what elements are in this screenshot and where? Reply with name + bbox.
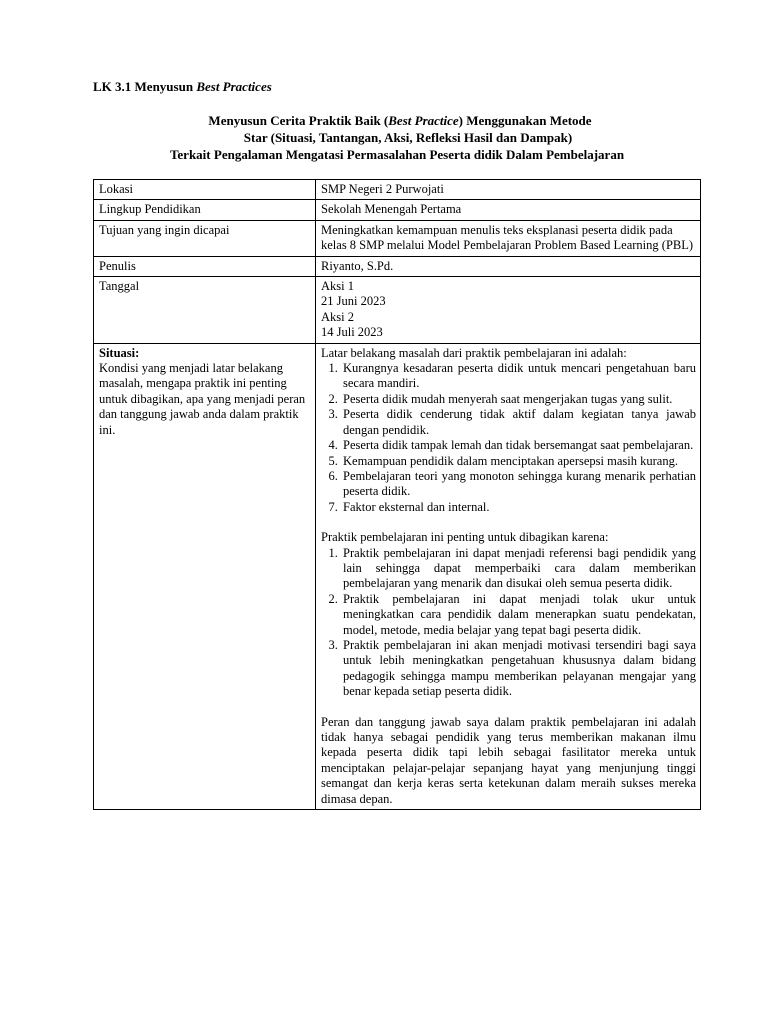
table-row-lokasi (94, 180, 701, 200)
tanggal-line: Aksi 1 (321, 279, 354, 294)
label-lokasi: Lokasi (94, 180, 316, 200)
value-lokasi: SMP Negeri 2 Purwojati (316, 180, 701, 200)
list-item: 7. Faktor eksternal dan internal. (341, 500, 696, 515)
tanggal-line: 14 Juli 2023 (321, 325, 383, 340)
value-penulis: Riyanto, S.Pd. (316, 256, 701, 276)
list-item: 1. Kurangnya kesadaran peserta didik untuk mencari pengetahuan baru secara mandiri. (341, 361, 696, 392)
title-line-2: Star (Situasi, Tantangan, Aksi, Refleksi Hasil dan Dampak) (243, 130, 573, 145)
situasi-intro-1: Latar belakang masalah dari praktik pembelajaran ini adalah: (321, 345, 627, 360)
situasi-list-1 (321, 361, 696, 515)
tanggal-line: Aksi 2 (321, 309, 354, 324)
value-situasi (316, 343, 701, 809)
value-lingkup: Sekolah Menengah Pertama (316, 200, 701, 220)
table-row-tujuan (94, 220, 701, 256)
doc-label-prefix: LK 3.1 Menyusun (93, 79, 197, 94)
list-item: 1. Praktik pembelajaran ini dapat menjadi referensi bagi pendidik yang lain sehingga dapat memperbaiki cara dalam memberikan pembelajaran yang menarik dan disukai oleh semua peserta didik. (341, 546, 696, 592)
situasi-description: Kondisi yang menjadi latar belakang masalah, mengapa praktik ini penting untuk dibagikan, apa yang menjadi peran dan tanggung jawab anda dalam praktik ini. (99, 361, 306, 437)
list-item: 2. Praktik pembelajaran ini dapat menjadi tolak ukur untuk meningkatkan cara pendidik dalam menerapkan suatu pendekatan, model, metode, media belajar yang tepat bagi peserta didik. (341, 592, 696, 638)
list-item: 2. Peserta didik mudah menyerah saat mengerjakan tugas yang sulit. (341, 392, 696, 407)
list-item: 5. Kemampuan pendidik dalam menciptakan apersepsi masih kurang. (341, 454, 696, 469)
list-item: 6. Pembelajaran teori yang monoton sehingga kurang menarik perhatian peserta didik. (341, 469, 696, 500)
spacer (321, 515, 696, 530)
document-title (93, 112, 701, 163)
label-penulis: Penulis (94, 256, 316, 276)
situasi-closing: Peran dan tanggung jawab saya dalam praktik pembelajaran ini adalah tidak hanya sebagai pendidik yang terus memberikan makanan ilmu kepada peserta didik tapi lebih sebagai fasilitator mereka untuk menciptakan pelajar-pelajar sepanjang hayat yang menjunjung tinggi semangat dan kerja keras serta ketekunan dalam meraih sukses mereka dimasa depan. (321, 714, 696, 806)
document-label (93, 78, 701, 95)
list-item: 3. Peserta didik cenderung tidak aktif dalam kegiatan tanya jawab dengan pendidik. (341, 407, 696, 438)
label-situasi (94, 343, 316, 809)
spacer (321, 700, 696, 715)
title-line-1: Menyusun Cerita Praktik Baik (Best Practice) Menggunakan Metode (208, 113, 592, 128)
situasi-heading: Situasi: (99, 345, 140, 360)
list-item: 3. Praktik pembelajaran ini akan menjadi motivasi tersendiri bagi saya untuk lebih meningkatkan pengetahuan khususnya dalam bidang pedagogik sehingga mampu memberikan pelayanan mengajar yang benar kepada setiap peserta didik. (341, 638, 696, 700)
situasi-list-2 (321, 546, 696, 700)
label-lingkup: Lingkup Pendidikan (94, 200, 316, 220)
table-row-lingkup (94, 200, 701, 220)
table-row-penulis (94, 256, 701, 276)
value-tanggal (316, 277, 701, 344)
document-page (93, 78, 701, 810)
best-practice-table (93, 179, 701, 810)
table-row-tanggal (94, 277, 701, 344)
tanggal-line: 21 Juni 2023 (321, 294, 386, 309)
label-tanggal: Tanggal (94, 277, 316, 344)
table-row-situasi (94, 343, 701, 809)
title-line-3: Terkait Pengalaman Mengatasi Permasalahan Peserta didik Dalam Pembelajaran (169, 147, 625, 162)
label-tujuan: Tujuan yang ingin dicapai (94, 220, 316, 256)
list-item: 4. Peserta didik tampak lemah dan tidak bersemangat saat pembelajaran. (341, 438, 696, 453)
doc-label-italic: Best Practices (196, 79, 272, 94)
value-tujuan: Meningkatkan kemampuan menulis teks eksplanasi peserta didik pada kelas 8 SMP melalui Model Pembelajaran Problem Based Learning (PBL) (316, 220, 701, 256)
situasi-intro-2: Praktik pembelajaran ini penting untuk dibagikan karena: (321, 530, 609, 545)
